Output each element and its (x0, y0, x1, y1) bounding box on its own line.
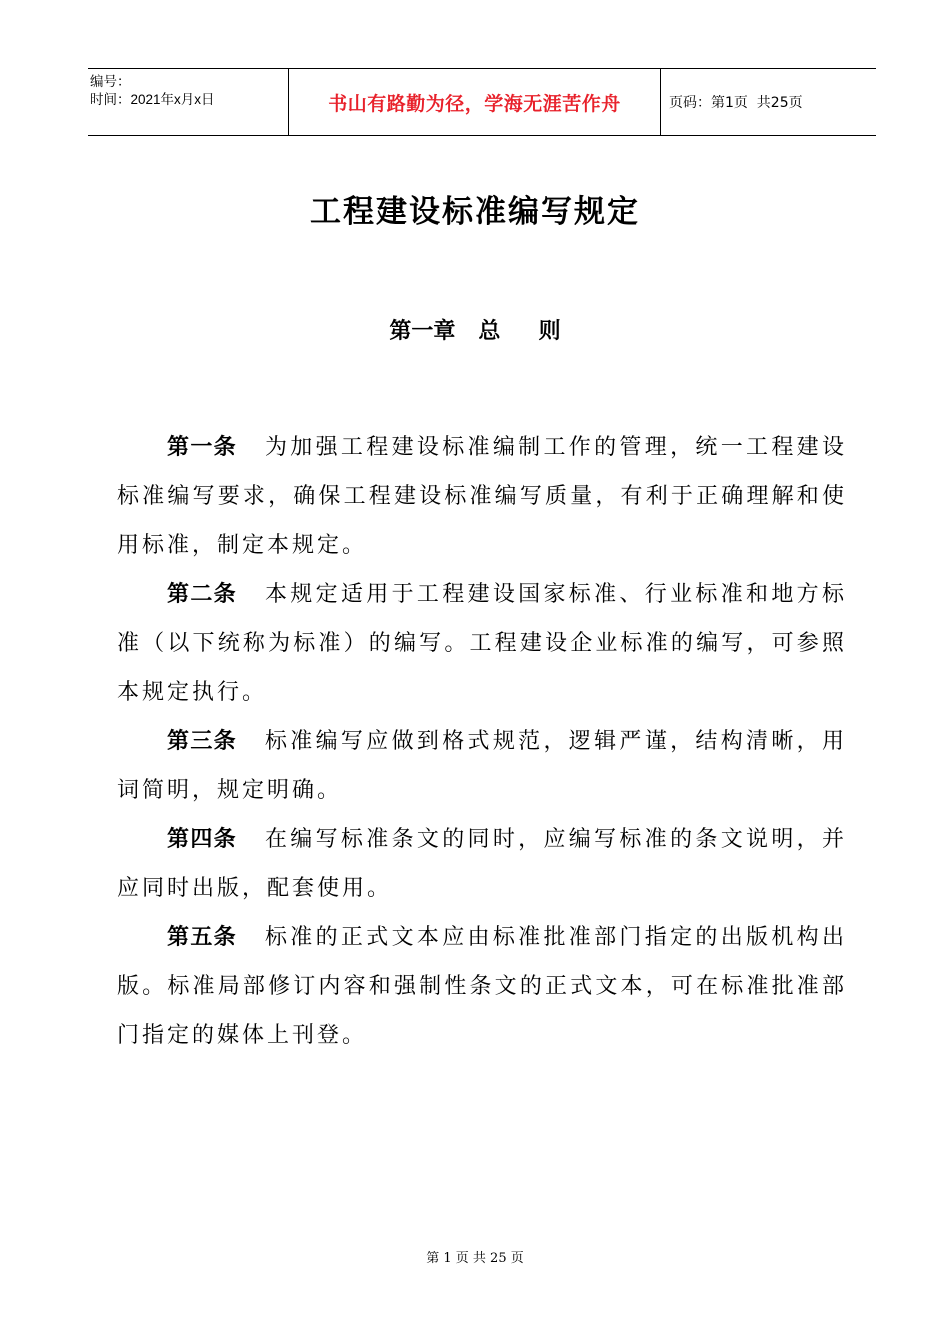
article-2 (117, 570, 847, 717)
header-meta-cell (88, 69, 288, 135)
page-footer: 第 1 页 共 25 页 (426, 1251, 524, 1266)
article-4 (117, 815, 847, 913)
article-label: 第三条 (167, 729, 237, 754)
header-table (88, 68, 876, 136)
article-text: 本规定适用于工程建设国家标准、行业标准和地方标准（以下统称为标准）的编写。工程建设企业标准的编写，可参照本规定执行。 (117, 582, 847, 705)
article-5 (117, 913, 847, 1060)
article-text: 标准的正式文本应由标准批准部门指定的出版机构出版。标准局部修订内容和强制性条文的正式文本，可在标准批准部门指定的媒体上刊登。 (117, 925, 847, 1048)
time-label: 时间：2021年x月x日 (90, 92, 215, 107)
chapter-heading: 第一章 总 则 (389, 319, 561, 344)
number-label: 编号： (90, 74, 131, 89)
article-text: 为加强工程建设标准编制工作的管理，统一工程建设标准编写要求，确保工程建设标准编写质量，有利于正确理解和使用标准，制定本规定。 (117, 435, 847, 558)
article-3 (117, 717, 847, 815)
article-text: 标准编写应做到格式规范，逻辑严谨，结构清晰，用词简明，规定明确。 (117, 729, 847, 803)
article-label: 第一条 (167, 435, 237, 460)
article-label: 第五条 (167, 925, 237, 950)
header-motto-cell (288, 69, 661, 135)
article-1 (117, 423, 847, 570)
article-text: 在编写标准条文的同时，应编写标准的条文说明，并应同时出版，配套使用。 (117, 827, 847, 901)
document-body (117, 423, 847, 1060)
document-title: 工程建设标准编写规定 (310, 194, 640, 230)
page-info: 页码：第1页 共25页 (669, 95, 803, 111)
motto-text: 书山有路勤为径，学海无涯苦作舟 (328, 92, 621, 115)
article-label: 第四条 (167, 827, 237, 852)
article-label: 第二条 (167, 582, 237, 607)
header-page-cell (661, 69, 876, 135)
